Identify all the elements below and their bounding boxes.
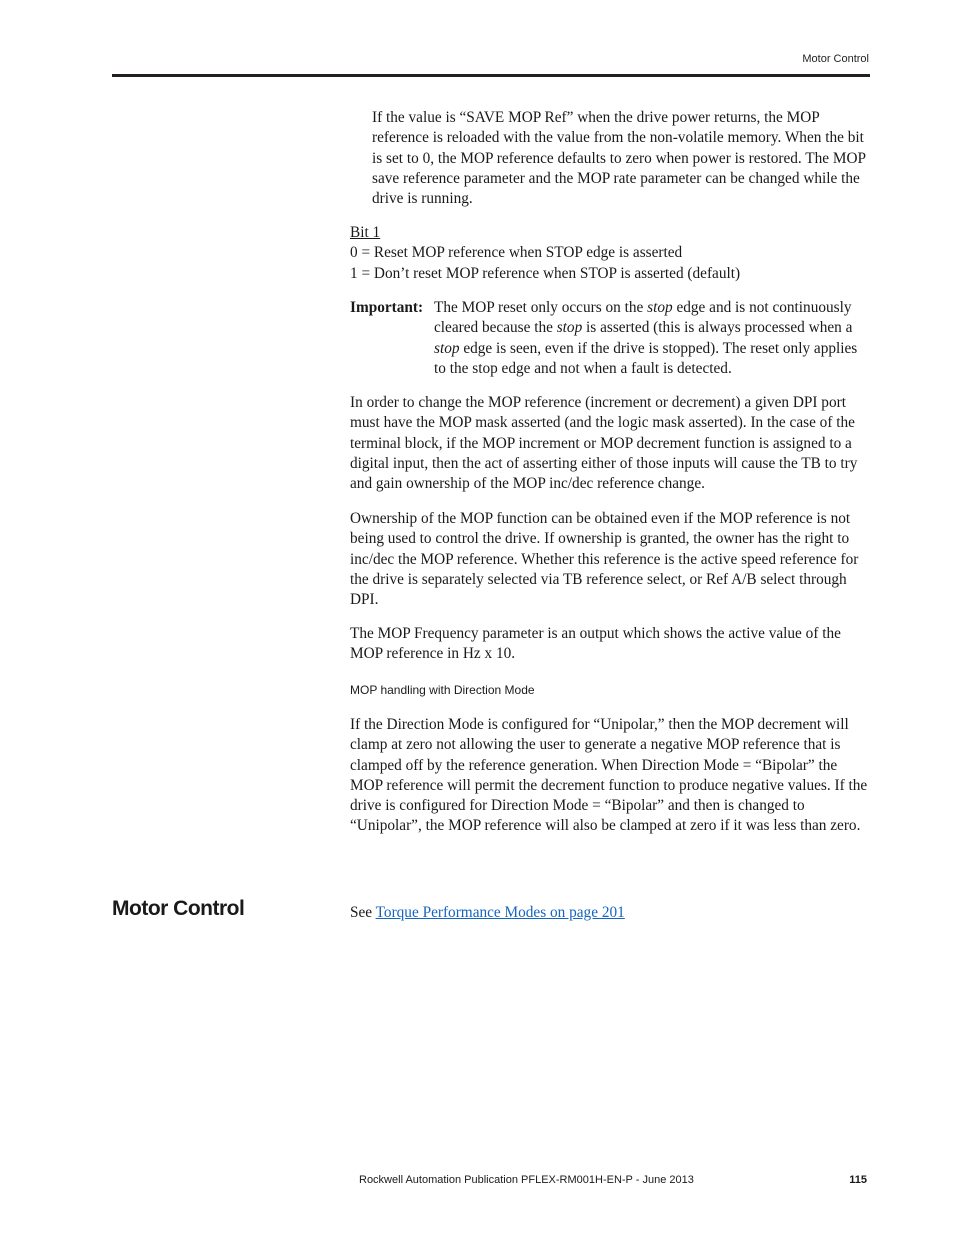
stop-emphasis-2: stop xyxy=(556,319,583,337)
direction-mode-subheading: MOP handling with Direction Mode xyxy=(350,683,535,697)
running-header: Motor Control xyxy=(802,53,869,65)
footer-publication: Rockwell Automation Publication PFLEX-RM001H-EN-P - June 2013 xyxy=(359,1174,694,1186)
important-text-1: The MOP reset only occurs on the xyxy=(434,299,648,316)
bit1-block xyxy=(350,223,870,284)
change-mop-paragraph: In order to change the MOP reference (increment or decrement) a given DPI port must have the MOP mask asserted (and the logic mask asserted). In the case of the terminal block, if the MOP increment or MOP decrement function is assigned to a digital input, then the act of asserting either of those inputs will cause the TB to try and gain ownership of the MOP inc/dec reference change. xyxy=(350,394,858,493)
motor-control-heading: Motor Control xyxy=(112,897,245,920)
save-mop-paragraph: If the value is “SAVE MOP Ref” when the drive power returns, the MOP reference is reloaded with the value from the non-volatile memory. When the bit is set to 0, the MOP reference defaults to zero when power is restored. The MOP save reference parameter and the MOP rate parameter can be changed while the drive is running. xyxy=(372,109,866,208)
important-text-4: edge is seen, even if the drive is stopped). The reset only applies to the stop edge and not when a fault is detected. xyxy=(434,339,858,377)
torque-performance-link[interactable]: Torque Performance Modes on page 201 xyxy=(375,904,625,921)
mop-frequency-paragraph: The MOP Frequency parameter is an output which shows the active value of the MOP reference in Hz x 10. xyxy=(350,625,841,663)
page-number: 115 xyxy=(849,1174,867,1186)
ownership-paragraph: Ownership of the MOP function can be obtained even if the MOP reference is not being used to control the drive. If ownership is granted, the owner has the right to inc/dec the MOP reference. Whether this reference is the active speed reference for the drive is separately selected via TB reference select, or Ref A/B select through DPI. xyxy=(350,510,859,609)
bit1-line-0: 0 = Reset MOP reference when STOP edge is asserted xyxy=(350,244,683,262)
important-text-2: edge and is not continuously cleared because the xyxy=(434,299,852,337)
bit1-line-1: 1 = Don’t reset MOP reference when STOP is asserted (default) xyxy=(350,264,741,282)
stop-emphasis-1: stop xyxy=(647,299,673,316)
stop-emphasis-3: stop xyxy=(434,339,460,357)
important-note xyxy=(434,298,870,379)
see-label: See xyxy=(350,904,376,921)
direction-mode-paragraph: If the Direction Mode is configured for “Unipolar,” then the MOP decrement will clamp at zero not allowing the user to generate a negative MOP reference that is clamped off by the reference generation. When Direction Mode = “Bipolar” the MOP reference will permit the decrement function to produce negative values. If the drive is configured for Direction Mode = “Bipolar” and then is changed to “Unipolar”, the MOP reference will also be clamped at zero if it was less than zero. xyxy=(350,716,868,835)
see-reference xyxy=(350,903,625,923)
bit1-title: Bit 1 xyxy=(350,224,381,241)
header-rule xyxy=(112,74,870,77)
important-label: Important: xyxy=(350,299,424,316)
important-text-3: is asserted (this is always processed when a xyxy=(582,319,853,337)
